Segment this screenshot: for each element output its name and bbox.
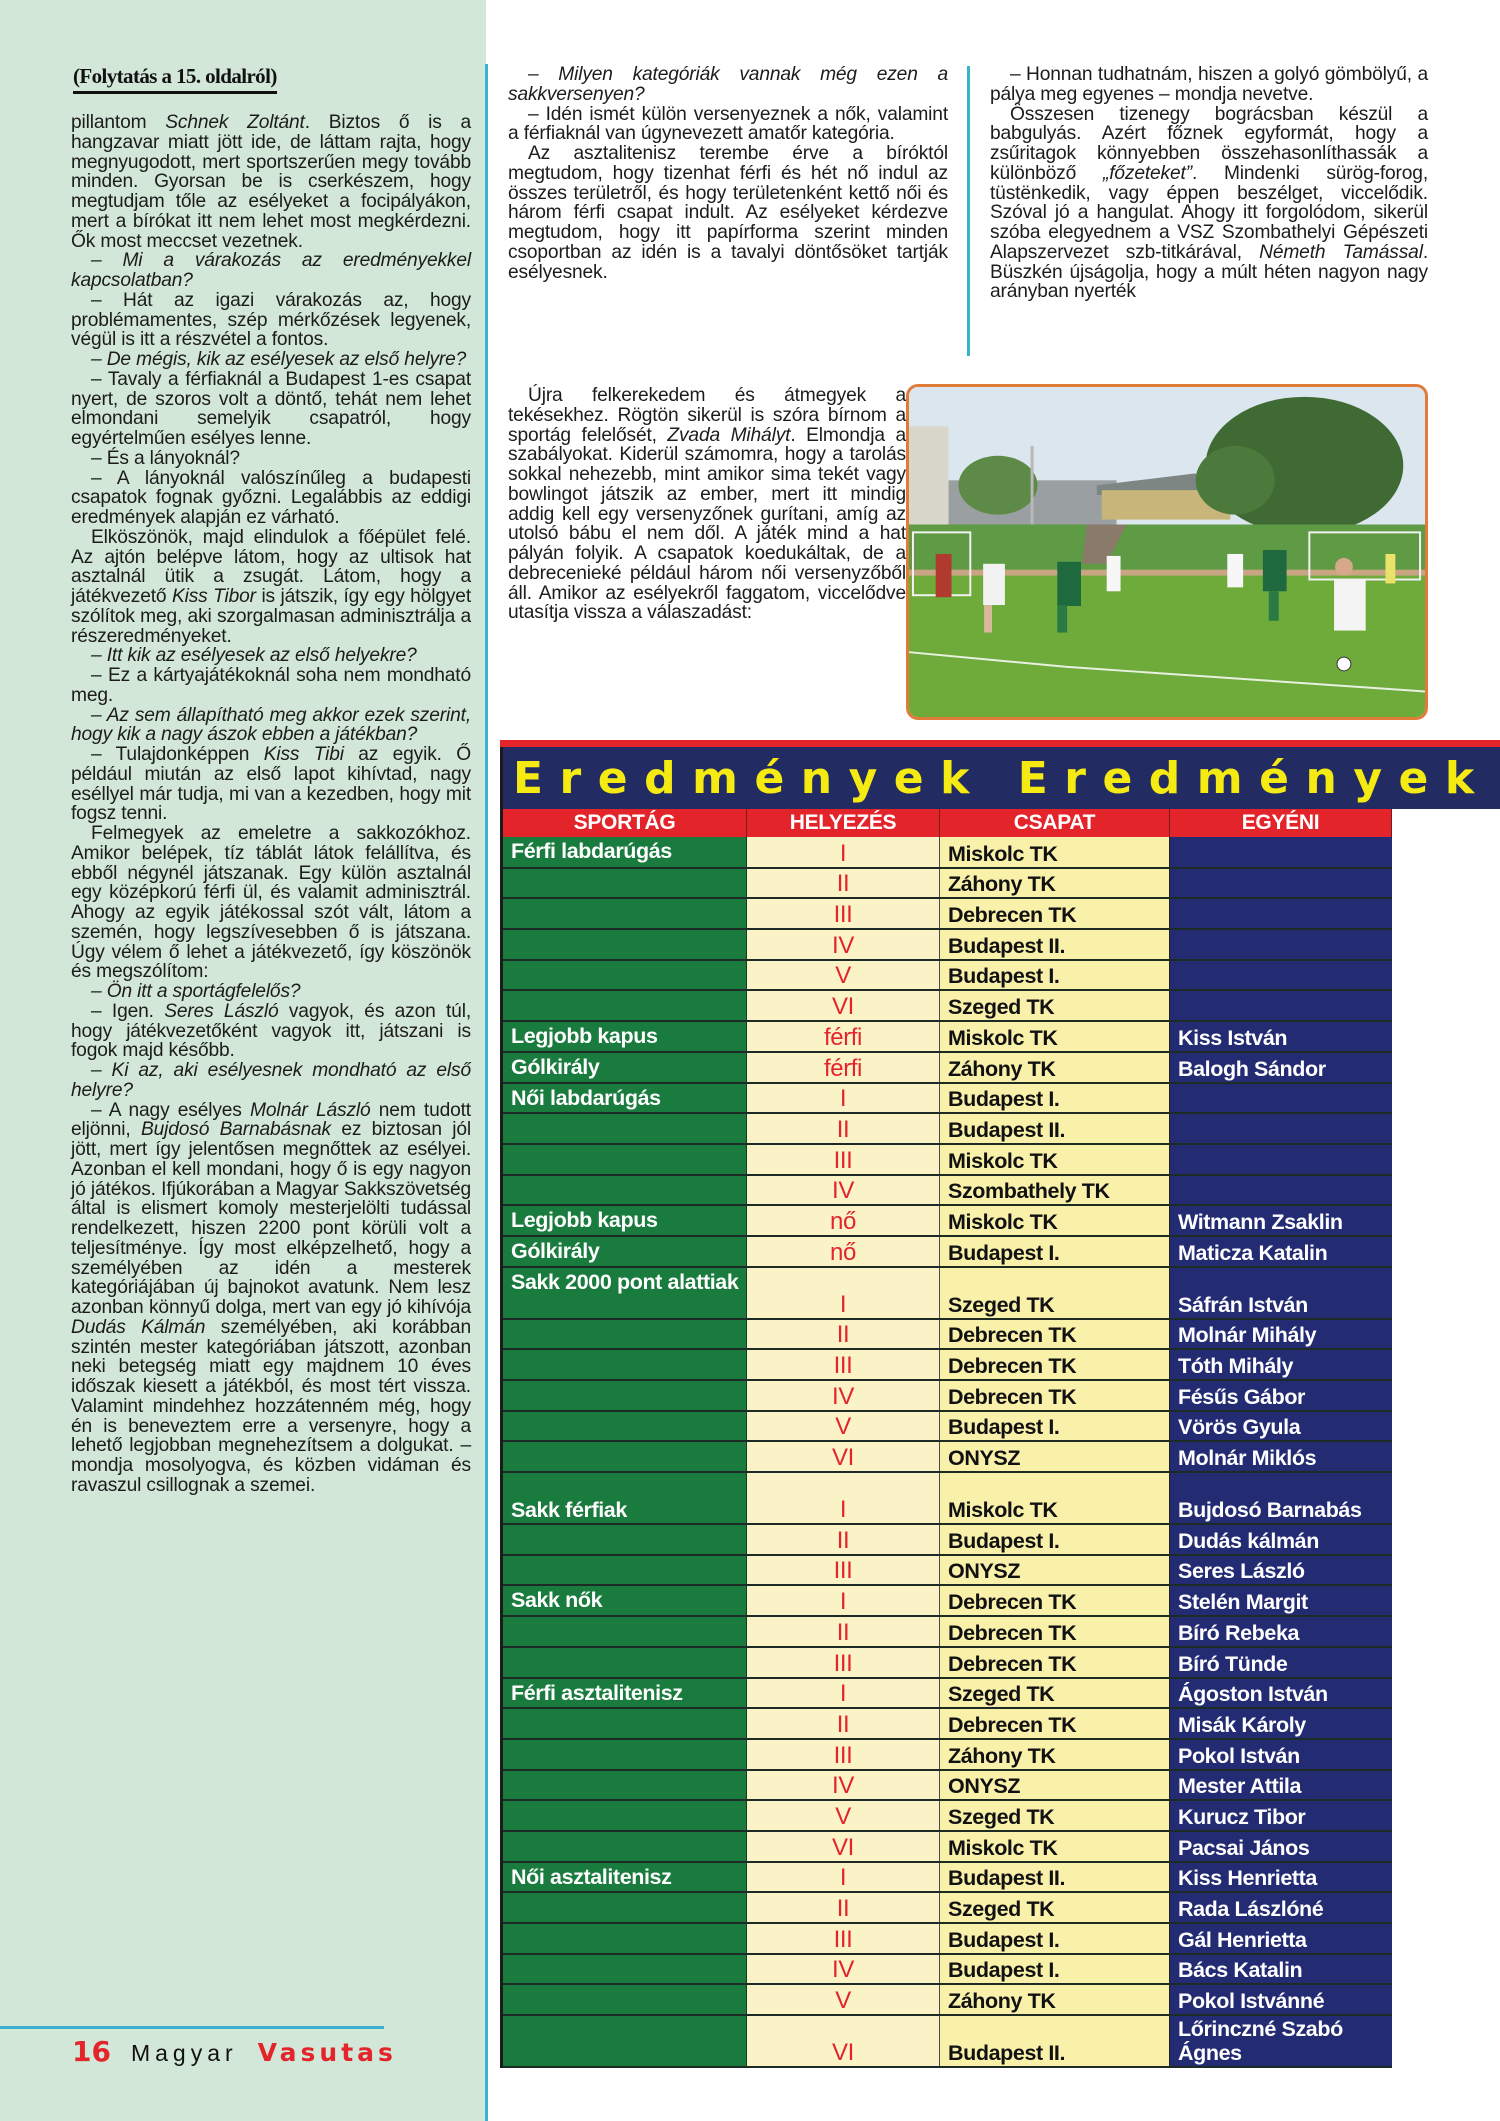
sport-cell	[502, 898, 747, 929]
placement-cell: V	[747, 1984, 940, 2015]
placement-cell: III	[747, 1349, 940, 1380]
individual-cell: Molnár Miklós	[1170, 1441, 1392, 1472]
results-row	[502, 1892, 1392, 1923]
text-run: – Milyen kategóriák vannak még ezen a sakkversenyen?	[508, 64, 948, 105]
text-run: . Mindenki sürög-forog, tüstënkedik, vagy éppen beszélget, viccelődik. Szóval jó a hangulat. Ahogy itt forgolódom, sikerül szóba elegyednem a VSZ Szombathelyi Gépészeti Alapszervezet szb-titkárával,	[990, 162, 1428, 263]
results-row	[502, 1923, 1392, 1954]
placement-cell: VI	[747, 990, 940, 1021]
text-run: az egyik. Ő például miután az első lapot kihívtad, nagy eséllyel már tudja, mi van a kezedben, hogy mit fogsz tenni.	[71, 744, 471, 825]
magazine-name-part2: Vasutas	[257, 2038, 397, 2067]
individual-cell: Pokol István	[1170, 1739, 1392, 1770]
football-match-photo	[906, 384, 1428, 720]
results-row	[502, 1021, 1392, 1052]
results-row	[502, 1411, 1392, 1442]
sport-cell	[502, 1411, 747, 1442]
sport-cell	[502, 1984, 747, 2015]
interview-question	[71, 706, 471, 746]
results-row	[502, 929, 1392, 960]
individual-cell: Pacsai János	[1170, 1831, 1392, 1862]
individual-cell	[1170, 960, 1392, 991]
team-cell: Szeged TK	[940, 1267, 1170, 1319]
text-run: – A nagy esélyes	[91, 1099, 250, 1121]
team-cell: Debrecen TK	[940, 1380, 1170, 1411]
results-row	[502, 1380, 1392, 1411]
text-run: vagyok, és azon túl, hogy játékvezetőként vagyok itt, játszani is fogok majd később.	[71, 1000, 471, 1062]
results-row	[502, 1770, 1392, 1801]
results-row	[502, 1800, 1392, 1831]
placement-cell: IV	[747, 1175, 940, 1206]
results-row	[502, 990, 1392, 1021]
individual-cell	[1170, 1175, 1392, 1206]
placement-cell: I	[747, 1472, 940, 1524]
team-cell: Debrecen TK	[940, 1585, 1170, 1616]
individual-cell: Bács Katalin	[1170, 1954, 1392, 1985]
magazine-name-part1: Magyar	[130, 2040, 238, 2066]
article-column-middle	[508, 65, 948, 282]
individual-cell: Fésűs Gábor	[1170, 1380, 1392, 1411]
sport-cell	[502, 868, 747, 899]
individual-cell	[1170, 837, 1392, 868]
text-run: Az asztalitenisz terembe érve a bíróktól megtudom, hogy tizenhat férfi és hét nő indul az összes területről, és hogy területenként kettő női és három férfi csapat indult. Az esélyeket kérdezve megtudom, hogy itt papírforma szerint minden csoportban az idén is a tavalyi döntősöket tartják esélyesnek.	[508, 143, 948, 283]
header-csapat: CSAPAT	[940, 809, 1170, 837]
team-cell: Debrecen TK	[940, 1616, 1170, 1647]
column-divider	[967, 66, 970, 356]
results-row	[502, 868, 1392, 899]
photo-illustration	[909, 387, 1425, 717]
sport-cell: Férfi asztalitenisz	[502, 1678, 747, 1709]
sport-cell	[502, 1555, 747, 1586]
team-cell: Miskolc TK	[940, 1144, 1170, 1175]
results-row	[502, 1319, 1392, 1350]
text-run: – Tavaly a férfiaknál a Budapest 1-es csapat nyert, de szoros volt a döntő, tehát nem lehet elmondani semelyik csapatról, hogy egyértelműen esélyes lenne.	[71, 368, 471, 449]
team-cell: Záhony TK	[940, 868, 1170, 899]
placement-cell: nő	[747, 1205, 940, 1236]
team-cell: ONYSZ	[940, 1770, 1170, 1801]
team-cell: Szeged TK	[940, 1678, 1170, 1709]
sport-cell	[502, 1831, 747, 1862]
text-run: nem tudott eljönni,	[71, 1099, 471, 1141]
sport-cell: Gólkirály	[502, 1236, 747, 1267]
sport-cell: Női asztalitenisz	[502, 1862, 747, 1893]
sport-cell	[502, 1647, 747, 1678]
team-cell: Budapest I.	[940, 1923, 1170, 1954]
article-column-left	[71, 113, 471, 1496]
results-row	[502, 1524, 1392, 1555]
interview-question	[508, 65, 948, 105]
results-row	[502, 1616, 1392, 1647]
sport-cell	[502, 1349, 747, 1380]
placement-cell: I	[747, 1267, 940, 1319]
results-row	[502, 1678, 1392, 1709]
sport-cell	[502, 2015, 747, 2067]
team-cell: ONYSZ	[940, 1555, 1170, 1586]
team-cell: Budapest I.	[940, 1236, 1170, 1267]
placement-cell: IV	[747, 1954, 940, 1985]
sport-cell	[502, 929, 747, 960]
sport-cell	[502, 1739, 747, 1770]
sport-cell: Sakk férfiak	[502, 1472, 747, 1524]
interview-question	[71, 982, 471, 1002]
team-cell: Szombathely TK	[940, 1175, 1170, 1206]
placement-cell: I	[747, 1083, 940, 1114]
sport-cell: Gólkirály	[502, 1052, 747, 1083]
placement-cell: III	[747, 1555, 940, 1586]
text-run: – De mégis, kik az esélyesek az első helyre?	[91, 349, 467, 370]
individual-cell: Bíró Tünde	[1170, 1647, 1392, 1678]
article-paragraph	[71, 1101, 471, 1496]
sport-cell	[502, 1708, 747, 1739]
interview-question	[71, 1061, 471, 1101]
sport-cell	[502, 1380, 747, 1411]
text-run: . Biztos ő is a hangzavar miatt jött ide, de láttam rajta, hogy megnyugodott, mert sportszerűen megy tovább minden. Gyorsan be is cserkészem, hogy megtudjam tőle az esélyeket a focipályákon, mert a bírókat itt nem lehet most megkérdezni. Ők most meccset vezetnek.	[71, 112, 472, 252]
text-run: – Mi a várakozás az eredményekkel kapcsolatban?	[71, 250, 471, 291]
team-cell: Budapest II.	[940, 1862, 1170, 1893]
team-cell: Debrecen TK	[940, 898, 1170, 929]
emphasized-name: Seres László	[164, 1000, 279, 1022]
results-row	[502, 837, 1392, 868]
team-cell: Budapest II.	[940, 1113, 1170, 1144]
sport-cell	[502, 1800, 747, 1831]
emphasized-name: Bujdosó Barnabásnak	[140, 1119, 331, 1141]
results-row	[502, 2015, 1392, 2067]
text-run: – Igen.	[91, 1000, 165, 1022]
sport-cell	[502, 1441, 747, 1472]
placement-cell: II	[747, 1319, 940, 1350]
results-row	[502, 1862, 1392, 1893]
team-cell: Miskolc TK	[940, 837, 1170, 868]
emphasized-name: Dudás Kálmán	[71, 1316, 206, 1338]
results-row	[502, 1205, 1392, 1236]
sport-cell	[502, 960, 747, 991]
team-cell: Debrecen TK	[940, 1708, 1170, 1739]
individual-cell	[1170, 898, 1392, 929]
results-row	[502, 1984, 1392, 2015]
article-paragraph	[71, 824, 471, 982]
individual-cell: Dudás kálmán	[1170, 1524, 1392, 1555]
results-row	[502, 1236, 1392, 1267]
placement-cell: II	[747, 1524, 940, 1555]
individual-cell: Witmann Zsaklin	[1170, 1205, 1392, 1236]
individual-cell: Bíró Rebeka	[1170, 1616, 1392, 1647]
text-run: Újra felkerekedem és átmegyek a tekésekhez. Rögtön sikerül is szóra bírnom a sportág felelősét,	[508, 385, 906, 446]
placement-cell: IV	[747, 1380, 940, 1411]
team-cell: Budapest I.	[940, 1524, 1170, 1555]
results-row	[502, 1585, 1392, 1616]
placement-cell: II	[747, 1113, 940, 1144]
individual-cell: Stelén Margit	[1170, 1585, 1392, 1616]
article-column-right	[990, 65, 1428, 302]
results-row	[502, 898, 1392, 929]
article-paragraph	[71, 291, 471, 350]
text-run: – Ki az, aki esélyesnek mondható az első helyre?	[71, 1060, 471, 1101]
results-row	[502, 1267, 1392, 1319]
sport-cell	[502, 990, 747, 1021]
article-paragraph	[71, 1002, 471, 1061]
team-cell: Debrecen TK	[940, 1647, 1170, 1678]
text-run: – Tulajdonképpen	[91, 744, 264, 765]
article-paragraph	[71, 469, 471, 528]
text-run: személyében, aki korábban szintén mester kategóriában játszott, azonban neki betegség miatt egy majdnem 10 éves időszak kiesett a játékból, és most tért vissza. Valamint mindehhez hozzátenném még, hogy én is beneveztem erre a versenyre, hogy a lehető legjobban megnehezítsem a dolgukat. – mondja mosolyogva, és közben vidáman és ravaszul csillognak a szemei.	[71, 1316, 471, 1496]
placement-cell: III	[747, 1647, 940, 1678]
placement-cell: I	[747, 837, 940, 868]
results-row	[502, 1831, 1392, 1862]
text-run: – Itt kik az esélyesek az első helyekre?	[91, 645, 417, 667]
sport-cell: Női labdarúgás	[502, 1083, 747, 1114]
individual-cell	[1170, 1144, 1392, 1175]
team-cell: Budapest II.	[940, 2015, 1170, 2067]
sport-cell	[502, 1113, 747, 1144]
team-cell: Budapest I.	[940, 1083, 1170, 1114]
sport-cell: Férfi labdarúgás	[502, 837, 747, 868]
placement-cell: III	[747, 898, 940, 929]
article-paragraph	[508, 386, 906, 623]
results-row	[502, 1441, 1392, 1472]
individual-cell	[1170, 1113, 1392, 1144]
article-paragraph	[71, 528, 471, 647]
team-cell: Budapest II.	[940, 929, 1170, 960]
text-run: is játszik, így egy hölgyet szólítok meg, aki szorgalmasan adminisztrálja a részeredményeket.	[71, 586, 471, 647]
emphasized-name: Molnár László	[250, 1099, 371, 1121]
individual-cell	[1170, 990, 1392, 1021]
team-cell: Debrecen TK	[940, 1319, 1170, 1350]
results-row	[502, 1739, 1392, 1770]
individual-cell: Rada Lászlóné	[1170, 1892, 1392, 1923]
team-cell: Budapest I.	[940, 960, 1170, 991]
article-paragraph	[71, 370, 471, 449]
results-row	[502, 1472, 1392, 1524]
article-paragraph	[71, 745, 471, 824]
interview-question	[71, 646, 471, 666]
individual-cell	[1170, 929, 1392, 960]
article-paragraph	[990, 65, 1428, 105]
results-row	[502, 1708, 1392, 1739]
column-divider	[485, 64, 488, 2121]
individual-cell: Seres László	[1170, 1555, 1392, 1586]
text-run: – Honnan tudhatnám, hiszen a golyó gömbölyű, a pálya meg egyenes – mondja nevetve.	[990, 64, 1428, 105]
text-run: – Hát az igazi várakozás az, hogy problémamentes, szép mérkőzések legyenek, végül is itt a részvétel a fontos.	[71, 289, 471, 351]
page-footer	[72, 2035, 397, 2068]
results-row	[502, 1647, 1392, 1678]
header-helyezes: HELYEZÉS	[747, 809, 940, 837]
placement-cell: II	[747, 1616, 940, 1647]
interview-question	[71, 350, 471, 370]
team-cell: Miskolc TK	[940, 1021, 1170, 1052]
placement-cell: nő	[747, 1236, 940, 1267]
individual-cell: Kiss Henrietta	[1170, 1862, 1392, 1893]
page-number: 16	[72, 2035, 111, 2068]
team-cell: Záhony TK	[940, 1739, 1170, 1770]
header-sportag: SPORTÁG	[502, 809, 747, 837]
individual-cell: Tóth Mihály	[1170, 1349, 1392, 1380]
results-row	[502, 1555, 1392, 1586]
text-run: . Elmondja a szabályokat. Kiderül számomra, hogy a tarolás sokkal nehezebb, mint amikor sima tekét vagy bowlingot játszik az ember, mert itt mindig addig kell egy versenyzőnek gurítani, amíg az utolsó bábu el nem dől. A játék mind a hat pályán folyik. A csapatok koedukáltak, de a debrecenieké például három női versenyzőből áll. Amikor az esélyekről faggatom, viccelődve utasítja vissza a válaszadást:	[508, 424, 906, 624]
placement-cell: V	[747, 960, 940, 991]
text-run: – És a lányoknál?	[91, 447, 240, 469]
results-header-row	[502, 809, 1392, 837]
placement-cell: III	[747, 1144, 940, 1175]
individual-cell: Lőrinczné Szabó Ágnes	[1170, 2015, 1392, 2067]
placement-cell: I	[747, 1585, 940, 1616]
results-row	[502, 1175, 1392, 1206]
individual-cell: Sáfrán István	[1170, 1267, 1392, 1319]
emphasized-name: Zvada Mihályt	[667, 424, 791, 446]
team-cell: Szeged TK	[940, 1800, 1170, 1831]
individual-cell: Vörös Gyula	[1170, 1411, 1392, 1442]
results-body	[502, 837, 1392, 2067]
individual-cell: Pokol Istvánné	[1170, 1984, 1392, 2015]
results-row	[502, 960, 1392, 991]
sport-cell	[502, 1770, 747, 1801]
placement-cell: II	[747, 1892, 940, 1923]
results-row	[502, 1349, 1392, 1380]
text-run: Elköszönök, majd elindulok a főépület felé. Az ajtón belépve látom, hogy az ultisok hat asztalnál ütik a zsugát. Látom, hogy a játékvezető	[71, 526, 471, 607]
emphasized-name: Kiss Tibi	[263, 744, 344, 765]
text-run: ez biztosan jól jött, mert így jelentősen megnőttek az esélyei. Azonban el kell mondani, hogy ő is egy nagyon jó játékos. Ifjúkorában a Magyar Sakkszövetség által is elismert komoly mesterjelölti tudással rendelkezett, hiszen 2200 pont körüli volt a teljesítménye. Így most elképzelhető, hogy a személyében az idén a mesterek kategóriájában új bajnokot avatunk. Nem lesz azonban könnyű dolga, mert van egy jó kihívója	[71, 1119, 471, 1318]
individual-cell: Kurucz Tibor	[1170, 1800, 1392, 1831]
placement-cell: III	[747, 1739, 940, 1770]
article-column-middle-lower	[508, 386, 906, 623]
results-row	[502, 1144, 1392, 1175]
results-row	[502, 1083, 1392, 1114]
individual-cell: Bujdosó Barnabás	[1170, 1472, 1392, 1524]
header-egyeni: EGYÉNI	[1170, 809, 1392, 837]
sport-cell	[502, 1923, 747, 1954]
text-run: – Ön itt a sportágfelelős?	[91, 981, 301, 1002]
placement-cell: férfi	[747, 1052, 940, 1083]
placement-cell: IV	[747, 1770, 940, 1801]
placement-cell: V	[747, 1411, 940, 1442]
sport-cell	[502, 1524, 747, 1555]
text-run: . Büszkén újságolja, hogy a múlt héten nagyon nagy arányban nyerték	[990, 241, 1428, 303]
text-run: – Ez a kártyajátékoknál soha nem mondható meg.	[71, 665, 471, 706]
placement-cell: férfi	[747, 1021, 940, 1052]
team-cell: ONYSZ	[940, 1441, 1170, 1472]
emphasized-name: Kiss Tibor	[171, 586, 256, 607]
team-cell: Záhony TK	[940, 1052, 1170, 1083]
team-cell: Budapest I.	[940, 1411, 1170, 1442]
placement-cell: III	[747, 1923, 940, 1954]
text-run: Összesen tizenegy bográcsban készül a babgulyás. Azért főznek egyformát, hogy a zsűritagok könnyebben összehasonlíthassák a különböző	[990, 103, 1428, 184]
team-cell: Budapest I.	[940, 1954, 1170, 1985]
sport-cell	[502, 1175, 747, 1206]
results-row	[502, 1954, 1392, 1985]
sport-cell	[502, 1616, 747, 1647]
individual-cell: Mester Attila	[1170, 1770, 1392, 1801]
individual-cell: Balogh Sándor	[1170, 1052, 1392, 1083]
text-run: Felmegyek az emeletre a sakkozókhoz. Amikor belépek, tíz táblát látok felállítva, és ebből négynél játszanak. Egy külön asztalnál egy középkorú férfi ül, és valamit adminisztrál. Ahogy az egyik játékossal szót vált, látom a szemén, hogy legszívesebben ő is játszana. Úgy vélem ő lehet a játékvezető, így köszönök és megszólítom:	[71, 823, 471, 983]
placement-cell: IV	[747, 929, 940, 960]
article-paragraph	[71, 113, 471, 251]
sport-cell	[502, 1892, 747, 1923]
sport-cell	[502, 1319, 747, 1350]
sport-cell: Sakk nők	[502, 1585, 747, 1616]
placement-cell: I	[747, 1678, 940, 1709]
results-row	[502, 1052, 1392, 1083]
article-paragraph	[508, 144, 948, 282]
interview-question	[71, 251, 471, 291]
team-cell: Szeged TK	[940, 990, 1170, 1021]
individual-cell: Maticza Katalin	[1170, 1236, 1392, 1267]
individual-cell	[1170, 868, 1392, 899]
text-run: – Idén ismét külön versenyeznek a nők, valamint a férfiaknál van úgynevezett amatőr kategória.	[508, 103, 948, 145]
team-cell: Debrecen TK	[940, 1349, 1170, 1380]
emphasized-name: Németh Tamással	[1259, 241, 1423, 263]
footer-rule	[0, 2026, 384, 2029]
article-paragraph	[71, 666, 471, 706]
placement-cell: VI	[747, 1441, 940, 1472]
individual-cell	[1170, 1083, 1392, 1114]
continued-from-label: (Folytatás a 15. oldalról)	[73, 64, 277, 94]
results-top-rule	[500, 740, 1500, 747]
placement-cell: V	[747, 1800, 940, 1831]
emphasized-name: Schnek Zoltánt	[165, 112, 305, 133]
placement-cell: II	[747, 1708, 940, 1739]
placement-cell: VI	[747, 2015, 940, 2067]
individual-cell: Gál Henrietta	[1170, 1923, 1392, 1954]
team-cell: Miskolc TK	[940, 1831, 1170, 1862]
results-table	[500, 809, 1392, 2068]
team-cell: Miskolc TK	[940, 1472, 1170, 1524]
results-title: Eredmények Eredmények	[513, 752, 1491, 804]
text-run: – Az sem állapítható meg akkor ezek szerint, hogy kik a nagy ászok ebben a játékban?	[71, 704, 471, 746]
sport-cell	[502, 1144, 747, 1175]
individual-cell: Misák Károly	[1170, 1708, 1392, 1739]
text-run: pillantom	[71, 112, 166, 133]
article-paragraph	[990, 105, 1428, 303]
article-paragraph	[508, 105, 948, 145]
team-cell: Szeged TK	[940, 1892, 1170, 1923]
placement-cell: II	[747, 868, 940, 899]
individual-cell: Ágoston István	[1170, 1678, 1392, 1709]
text-run: – A lányoknál valószínűleg a budapesti csapatok fognak győzni. Legalábbis az eddigi eredmények alapján ez várható.	[71, 467, 471, 528]
results-banner	[500, 747, 1500, 809]
individual-cell: Kiss István	[1170, 1021, 1392, 1052]
individual-cell: Molnár Mihály	[1170, 1319, 1392, 1350]
sport-cell: Sakk 2000 pont alattiak	[502, 1267, 747, 1319]
placement-cell: VI	[747, 1831, 940, 1862]
emphasized-name: „főzeteket”	[1102, 162, 1192, 184]
sport-cell	[502, 1954, 747, 1985]
team-cell: Miskolc TK	[940, 1205, 1170, 1236]
placement-cell: I	[747, 1862, 940, 1893]
results-panel	[500, 740, 1500, 2068]
article-paragraph	[71, 449, 471, 469]
sport-cell: Legjobb kapus	[502, 1021, 747, 1052]
team-cell: Záhony TK	[940, 1984, 1170, 2015]
results-row	[502, 1113, 1392, 1144]
sport-cell: Legjobb kapus	[502, 1205, 747, 1236]
